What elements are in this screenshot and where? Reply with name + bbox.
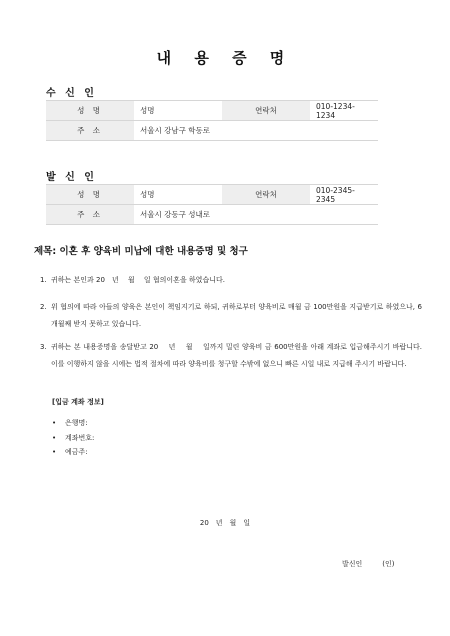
- bullet-icon: •: [52, 419, 57, 427]
- bank-info-heading: [입금 계좌 정보]: [52, 398, 104, 406]
- document-title: 내 용 증 명: [156, 49, 294, 67]
- list-item: [52, 431, 94, 446]
- bank-name-field: 은행명:: [65, 419, 88, 427]
- bank-info-list: [52, 416, 94, 460]
- list-item: [52, 445, 94, 460]
- paragraph-number: 2.: [40, 303, 47, 311]
- sender-address-row: [46, 205, 378, 225]
- list-item: [52, 416, 94, 431]
- sender-name-row: [46, 185, 378, 205]
- sender-heading: 발 신 인: [46, 172, 97, 183]
- paragraph-text: 위 협의에 따라 아들의 양육은 본인이 책임지기로 하되, 귀하로부터 양육비로 매월 금 100만원을 지급받기로 하였으나, 6개월째 받지 못하고 있습니다.: [51, 303, 422, 328]
- sender-contact-label: 연락처: [222, 185, 310, 205]
- recipient-contact-label: 연락처: [222, 101, 310, 121]
- document-subject: 제목: 이혼 후 양육비 미납에 대한 내용증명 및 청구: [34, 246, 248, 257]
- recipient-name-row: [46, 101, 378, 121]
- sender-contact-value: 010-2345-2345: [310, 185, 378, 205]
- recipient-name-label: 성 명: [46, 101, 134, 121]
- account-number-field: 계좌번호:: [65, 433, 95, 442]
- recipient-heading: 수 신 인: [46, 88, 97, 99]
- sender-table: [46, 184, 378, 225]
- recipient-address-row: [46, 121, 378, 141]
- date-line: 20 년 월 일: [199, 519, 251, 527]
- paragraph-number: 3.: [40, 343, 47, 351]
- sender-name-value: 성명: [134, 185, 222, 205]
- sender-name-label: 성 명: [46, 185, 134, 205]
- sender-address-label: 주 소: [46, 205, 134, 225]
- paragraph-2: [40, 299, 422, 333]
- paragraph-3: [40, 339, 422, 373]
- recipient-address-value: 서울시 강남구 학동로: [134, 121, 378, 141]
- signature-line: [342, 559, 395, 569]
- recipient-name-value: 성명: [134, 101, 222, 121]
- paragraph-text: 귀하는 본인과 20 년 월 일 협의이혼을 하였습니다.: [51, 276, 225, 284]
- bullet-icon: •: [52, 448, 57, 456]
- signature-label: 발신인: [342, 560, 363, 568]
- recipient-address-label: 주 소: [46, 121, 134, 141]
- paragraph-text: 귀하는 본 내용증명을 송달받고 20 년 월 일까지 밀린 양육비 금 600만원을 아래 계좌로 입금해주시기 바랍니다. 이를 이행하지 않을 시에는 법적 절차에 따라 양육비를 청구할 수밖에 없으니 빠른 시일 내로 지급해 주시기 바랍니다.: [51, 343, 422, 368]
- account-holder-field: 예금주:: [65, 448, 88, 456]
- paragraph-1: [40, 272, 422, 289]
- sender-address-value: 서울시 강동구 성내로: [134, 205, 378, 225]
- bullet-icon: •: [52, 433, 57, 442]
- recipient-table: [46, 100, 378, 141]
- seal-mark: (인): [382, 560, 395, 568]
- paragraph-number: 1.: [40, 276, 47, 284]
- recipient-contact-value: 010-1234-1234: [310, 101, 378, 121]
